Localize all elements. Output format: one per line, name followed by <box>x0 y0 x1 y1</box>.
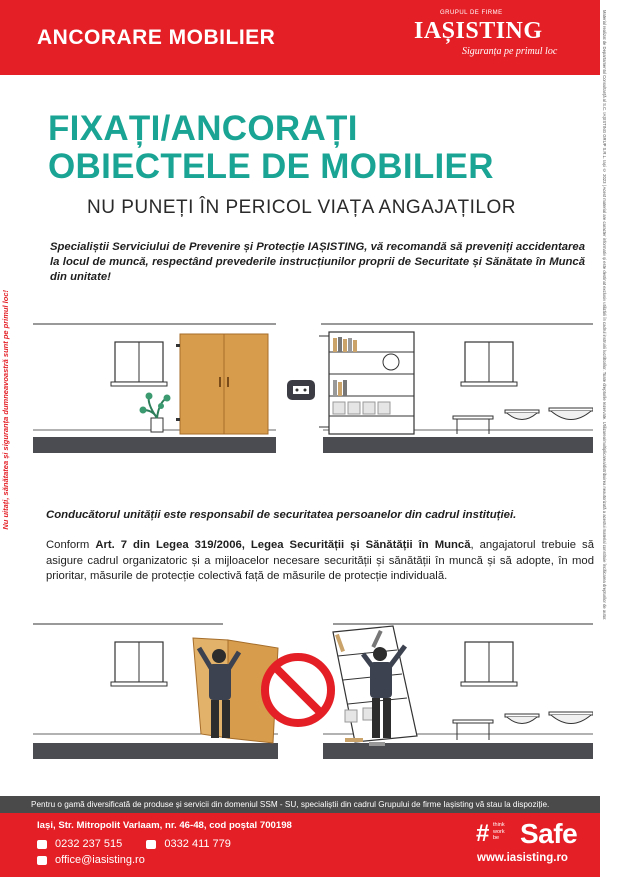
brand-logo-text: IAȘISTING <box>414 18 543 44</box>
floor-left <box>33 743 278 759</box>
slogan-safe: Safe <box>520 818 578 849</box>
legal-sidebar <box>600 0 620 877</box>
window-icon <box>111 642 167 686</box>
legal-text: Material realizat de Departamentul Consultanță al S.C. IAȘISTING GRUP S.R.L. Iași © 2023 | Acest material are caracter informativ și este destinat exclusiv utilizării în cadrul instruirii lucrătorilor. Toate drepturile rezervate. Utilizarea/multiplicarea/distribuirea neautorizată a acestui material constituie încălcarea drepturilor de autor. <box>602 10 607 621</box>
slogan-work: work <box>493 828 505 835</box>
law-prefix: Conform <box>46 539 96 551</box>
law-reference: Art. 7 din Legea 319/2006, Legea Securității și Sănătății în Muncă <box>95 539 471 551</box>
phone-2[interactable]: 0332 411 779 <box>164 838 231 850</box>
slogan-be: be <box>493 835 500 841</box>
brand-tagline: GRUPUL DE FIRME <box>440 10 503 16</box>
floor-right <box>323 437 593 453</box>
headline-line2: OBIECTELE DE MOBILIER <box>48 147 494 186</box>
page-title: ANCORARE MOBILIER <box>37 26 276 49</box>
intro-paragraph: Specialiștii Serviciului de Prevenire și Protecție IAȘISTING, vă recomandă să preveniți accidentarea la locul de muncă, respectând prevederile instrucțiunilor proprii de Securitate și Sănătate în Muncă din unitate! <box>50 241 585 283</box>
wardrobe-icon <box>176 334 268 434</box>
side-reminder-text: Nu uitați, sănătatea și siguranța dumneavoastră sunt pe primul loc! <box>1 290 10 530</box>
website-link[interactable]: www.iasisting.ro <box>477 852 568 864</box>
prohibition-sign-icon <box>265 657 331 723</box>
headline-line1: FIXAȚI/ANCORAȚI <box>48 109 358 148</box>
brand-slogan: Siguranța pe primul loc <box>462 46 558 57</box>
window-icon <box>111 342 167 386</box>
footer-note: Pentru o gamă diversificată de produse și servicii din domeniul SSM - SU, specialiștii din cadrul Grupului de firme Iașisting vă stau la dispoziție. <box>31 800 550 809</box>
window-icon <box>461 642 517 686</box>
law-paragraph <box>46 538 594 585</box>
phone-icon <box>37 840 47 849</box>
desk-icon <box>453 712 593 740</box>
footer-phones <box>37 838 231 850</box>
plant-icon <box>140 393 171 433</box>
hashtag-symbol: # <box>476 820 490 847</box>
slogan-small <box>493 822 505 842</box>
responsibility-statement: Conducătorul unității este responsabil de securitatea persoanelor din cadrul instituției. <box>46 509 517 521</box>
side-reminder <box>0 290 12 590</box>
illustration-falling-furniture <box>33 618 593 768</box>
slogan-think: think <box>493 822 505 828</box>
window-icon <box>461 342 517 386</box>
email-icon <box>37 856 47 865</box>
footer-address: Iași, Str. Mitropolit Varlaam, nr. 46-48, cod poștal 700198 <box>37 820 292 831</box>
floor-left <box>33 437 276 453</box>
email-link[interactable]: office@iasisting.ro <box>55 854 145 866</box>
subheadline: NU PUNEȚI ÎN PERICOL VIAȚA ANGAJAȚILOR <box>87 197 516 218</box>
headline <box>48 110 494 186</box>
fax-icon <box>146 840 156 849</box>
bookshelf-icon <box>319 332 414 434</box>
anchor-bracket-icon <box>287 380 315 400</box>
floor-right <box>323 743 593 759</box>
law-text: , angajatorul trebuie să asigure cadrul organizatoric și a mijloacelor necesare securității și sănătății în muncă și să adopte, în mod prioritar, măsurile de protecție colectivă față de măsurile de protecție individuală. <box>46 539 594 582</box>
phone-1[interactable]: 0232 237 515 <box>55 838 123 850</box>
footer-email-row <box>37 854 145 866</box>
illustration-anchored-furniture <box>33 322 593 467</box>
